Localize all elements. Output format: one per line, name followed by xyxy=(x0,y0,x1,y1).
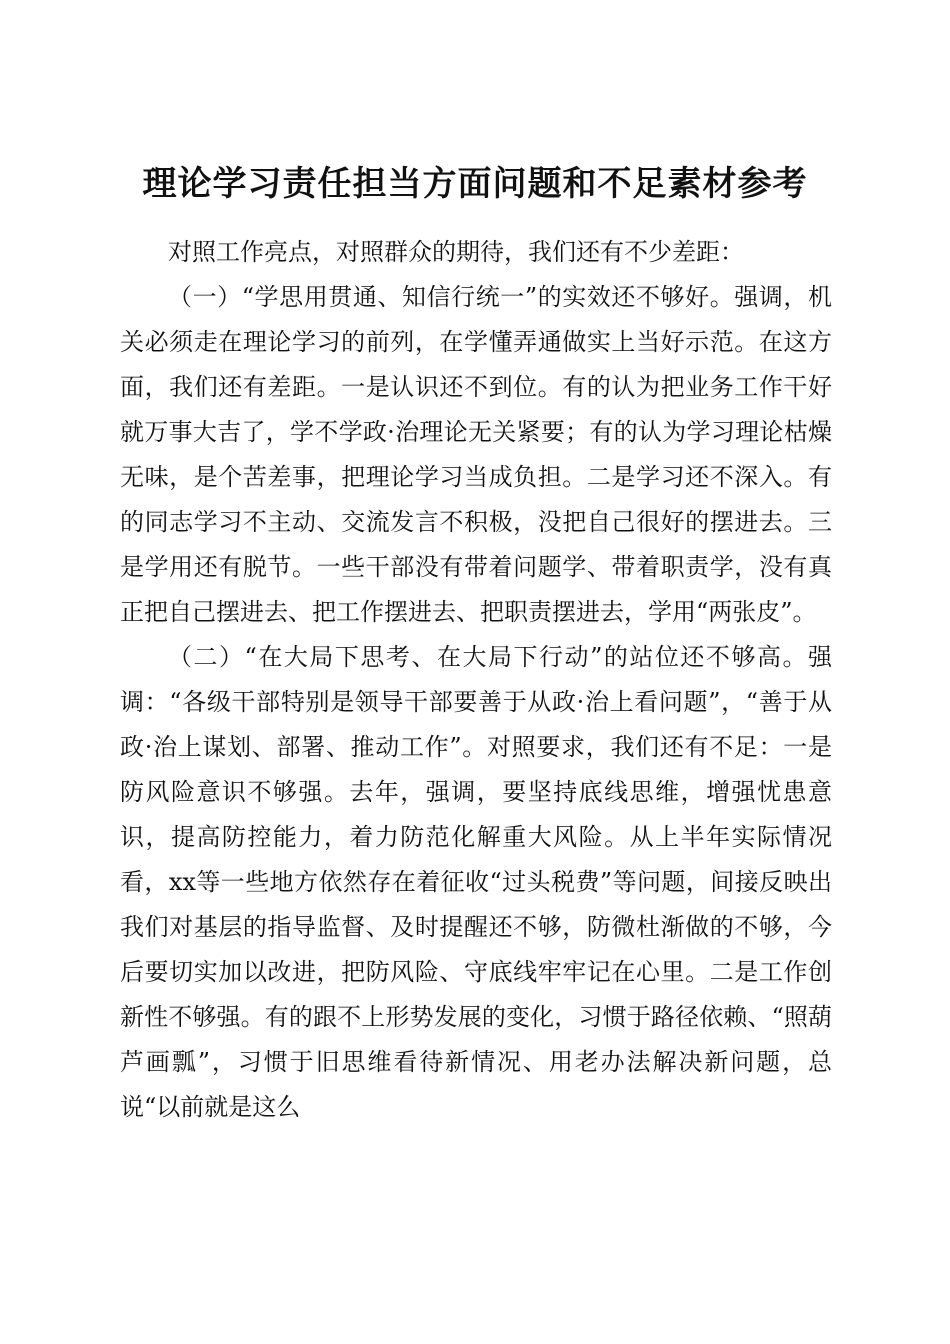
paragraph-intro: 对照工作亮点，对照群众的期待，我们还有不少差距： xyxy=(168,238,744,266)
document-body xyxy=(120,230,832,1130)
document-title: 理论学习责任担当方面问题和不足素材参考 xyxy=(142,163,808,204)
paragraph-section-1: （一）“学思用贯通、知信行统一”的实效还不够好。强调，机关必须走在理论学习的前列，在学懂弄通做实上当好示范。在这方面，我们还有差距。一是认识还不到位。有的认为把业务工作干好就万事大吉了，学不学政·治理论无关紧要；有的认为学习理论枯燥无味，是个苦差事，把理论学习当成负担。二是学习还不深入。有的同志学习不主动、交流发言不积极，没把自己很好的摆进去。三是学用还有脱节。一些干部没有带着问题学、带着职责学，没有真正把自己摆进去、把工作摆进去、把职责摆进去，学用“两张皮”。 xyxy=(120,283,832,626)
paragraph-section-2: （二）“在大局下思考、在大局下行动”的站位还不够高。强调：“各级干部特别是领导干部要善于从政·治上看问题”，“善于从政·治上谋划、部署、推动工作”。对照要求，我们还有不足：一是防风险意识不够强。去年，强调，要坚持底线思维，增强忧患意识，提高防控能力，着力防范化解重大风险。从上半年实际情况看，xx等一些地方依然存在着征收“过头税费”等问题，间接反映出我们对基层的指导监督、及时提醒还不够，防微杜渐做的不够，今后要切实加以改进，把防风险、守底线牢牢记在心里。二是工作创新性不够强。有的跟不上形势发展的变化，习惯于路径依赖、“照葫芦画瓢”，习惯于旧思维看待新情况、用老办法解决新问题，总说“以前就是这么 xyxy=(120,643,832,1121)
